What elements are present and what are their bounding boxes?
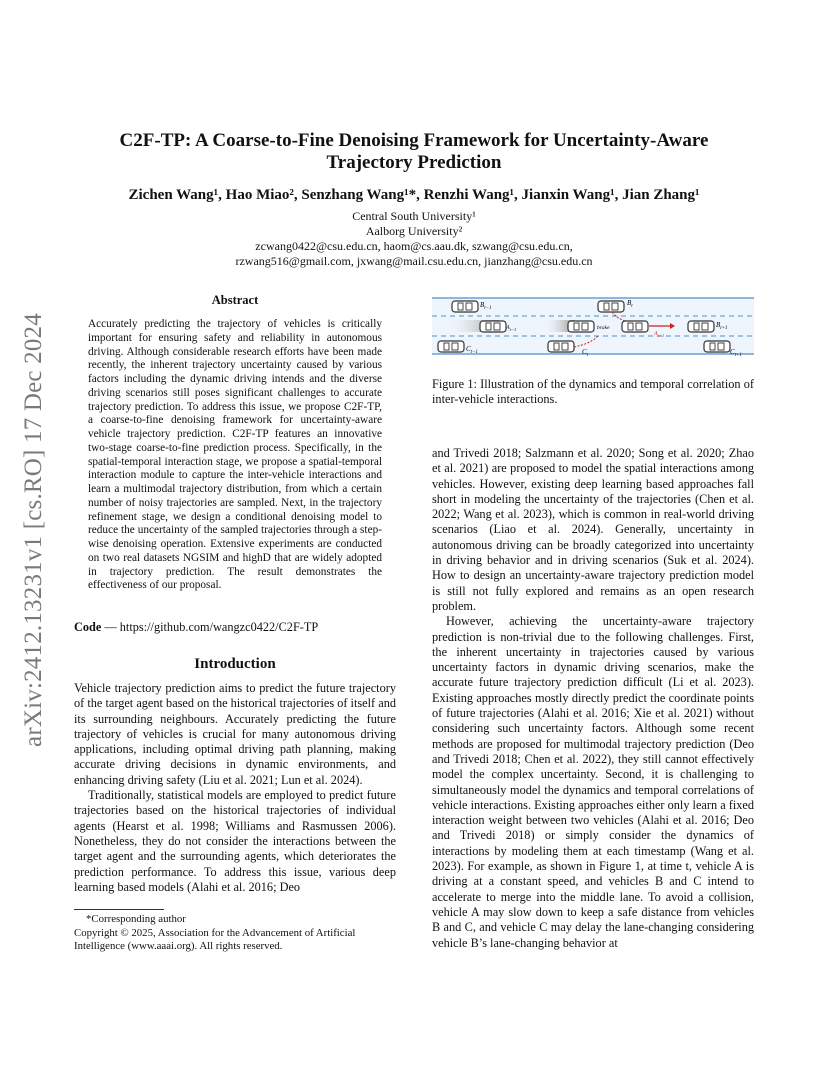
intro-paragraph-2: Traditionally, statistical models are employed to predict future trajectories based on the historical trajectories of individual agents (Hearst et al. 1998; Williams and Rasmussen 2006). Nonetheless, they do not consider the interactions between the target agent and the surrounding agents, which deteriorates the prediction performance. To address this issue, various deep learning based models (Alahi et al. 2016; Deo bbox=[74, 788, 396, 894]
figure-1-illustration bbox=[432, 292, 754, 362]
code-label: Code bbox=[74, 620, 102, 634]
code-url-link[interactable]: https://github.com/wangzc0422/C2F-TP bbox=[119, 620, 319, 634]
label-c-next: $C_{t+1}$ bbox=[730, 348, 742, 358]
arxiv-watermark: arXiv:2412.13231v1 [cs.RO] 17 Dec 2024 bbox=[20, 313, 47, 747]
abstract-heading: Abstract bbox=[211, 293, 259, 307]
label-a-next: $A_{t+1}$ bbox=[654, 331, 665, 338]
car-a-prev-icon bbox=[480, 321, 506, 332]
introduction-body bbox=[74, 681, 396, 895]
right-paragraph-2: However, achieving the uncertainty-aware trajectory prediction is non-trivial due to the following challenges. First, the inherent uncertainty in trajectories caused by various uncertainty factors in dynamic driving scenarios, make the accurate future trajectory prediction difficult (Li et al. 2023). Existing approaches mostly directly predict the coordinate points of future trajectories (Alahi et al. 2016; Xie et al. 2021) without considering such uncertainty factors. Although some recent methods are proposed for multimodal trajectory prediction (Deo and Trivedi 2018; Chen et al. 2022), they still cannot effectively model the complex uncertainty. Second, it is challenging to simultaneously model the dynamics and temporal correlations of vehicle interactions. Existing approaches either only learn a fixed interaction weight between two vehicles (Alahi et al. 2016; Deo and Trivedi 2018) or simply consider the dynamics of interactions by modeling them at each timestamp (Wang et al. 2023). For example, as shown in Figure 1, at time t, vehicle A is driving at a constant speed, and vehicles B and C intend to accelerate to merge into the middle lane. To avoid a collision, vehicle A may slow down to keep a safe distance from vehicles B and C, and vehicle C may delay the lane-changing considering vehicle B’s lane-changing behavior at bbox=[432, 614, 754, 950]
abstract-text: Accurately predicting the trajectory of vehicles is critically important for ensuring safety and reliability in autonomous driving. Although considerable research efforts have been made recently, the inherent trajectory uncertainty caused by various factors including the dynamic driving intends and the diverse driving scenarios still poses significant challenges to accurate trajectory prediction. To address this issue, we propose C2F-TP, a coarse-to-fine denoising framework for uncertainty-aware vehicle trajectory prediction. C2F-TP features an innovative two-stage coarse-to-fine prediction process. Specifically, in the spatial-temporal interaction stage, we propose a spatial-temporal interaction module to capture the inter-vehicle interactions and learn a multimodal trajectory distribution, from which a certain number of noisy trajectories are sampled. Next, in the trajectory refinement stage, we design a conditional denoising model to reduce the uncertainty of the sampled trajectories through a step-wise denoising operation. Extensive experiments are conducted on two real datasets NGSIM and highD that are widely adopted in trajectory prediction. The result demonstrates the effectiveness of our proposal. bbox=[88, 318, 382, 592]
label-a-prev: $A_{t-1}$ bbox=[506, 325, 517, 332]
intro-paragraph-1: Vehicle trajectory prediction aims to predict the future trajectory of the target agent based on the historical trajectories of itself and its surrounding neighbours. Accurately predicting the future trajectory of vehicles is crucial for many autonomous driving applications, including optimal driving path planning, making accurate driving decisions in dynamic environments, and enhancing driving safety (Liu et al. 2021; Lun et al. 2024). bbox=[74, 681, 396, 787]
label-b-cur: $B_t$ bbox=[627, 299, 633, 309]
car-c-prev-icon bbox=[438, 341, 464, 352]
code-line bbox=[74, 620, 396, 635]
right-paragraph-1: and Trivedi 2018; Salzmann et al. 2020; Song et al. 2020; Zhao et al. 2021) are proposed to model the spatial interactions among vehicles. However, existing deep learning based approaches fall short in modeling the uncertainty of the trajectories (Chen et al. 2022; Wang et al. 2023), which is common in real-world driving scenarios (Liao et al. 2024). Generally, uncertainty in autonomous driving can be broadly categorized into uncertainty in driving behavior and in driving scenarios (Suk et al. 2024). How to design an uncertainty-aware trajectory prediction model is still not fully explored and remains as an open research problem. bbox=[432, 446, 754, 613]
code-separator: — bbox=[101, 620, 120, 634]
corresponding-author-note: *Corresponding author bbox=[86, 913, 186, 925]
copyright-note: Copyright © 2025, Association for the Advancement of Artificial Intelligence (www.aaai.org). All rights reserved. bbox=[74, 926, 356, 952]
footnote bbox=[74, 913, 396, 954]
label-b-next: $B_{t+1}$ bbox=[716, 321, 728, 331]
car-b-next-icon bbox=[688, 321, 714, 332]
author-list: Zichen Wang¹, Hao Miao², Senzhang Wang¹*, Renzhi Wang¹, Jianxin Wang¹, Jian Zhang¹ bbox=[128, 187, 700, 203]
email-line-2: rzwang516@gmail.com, jxwang@mail.csu.edu.cn, jianzhang@csu.edu.cn bbox=[235, 254, 593, 268]
label-c-cur: $C_t$ bbox=[582, 348, 589, 358]
label-brake: brake bbox=[597, 325, 610, 331]
right-column-body bbox=[432, 446, 754, 951]
car-b-prev-icon bbox=[452, 301, 478, 312]
car-c-next-icon bbox=[704, 341, 730, 352]
introduction-heading: Introduction bbox=[194, 656, 276, 672]
car-b-cur-icon bbox=[598, 301, 624, 312]
affiliations bbox=[60, 209, 768, 269]
figure-1-caption: Figure 1: Illustration of the dynamics and temporal correlation of inter-vehicle interactions. bbox=[432, 377, 754, 407]
label-c-prev: $C_{t-1}$ bbox=[466, 345, 478, 355]
label-b-prev: $B_{t-1}$ bbox=[480, 301, 492, 311]
car-c-cur-icon bbox=[548, 341, 574, 352]
affiliation-2: Aalborg University² bbox=[365, 224, 463, 238]
email-line-1: zcwang0422@csu.edu.cn, haom@cs.aau.dk, szwang@csu.edu.cn, bbox=[255, 239, 573, 253]
car-b-merging-icon bbox=[622, 321, 648, 332]
car-a-brake-icon bbox=[568, 321, 594, 332]
footnote-rule bbox=[74, 909, 164, 910]
paper-title: C2F-TP: A Coarse-to-Fine Denoising Framework for Uncertainty-Aware Trajectory Prediction bbox=[119, 130, 709, 173]
affiliation-1: Central South University¹ bbox=[352, 209, 476, 223]
